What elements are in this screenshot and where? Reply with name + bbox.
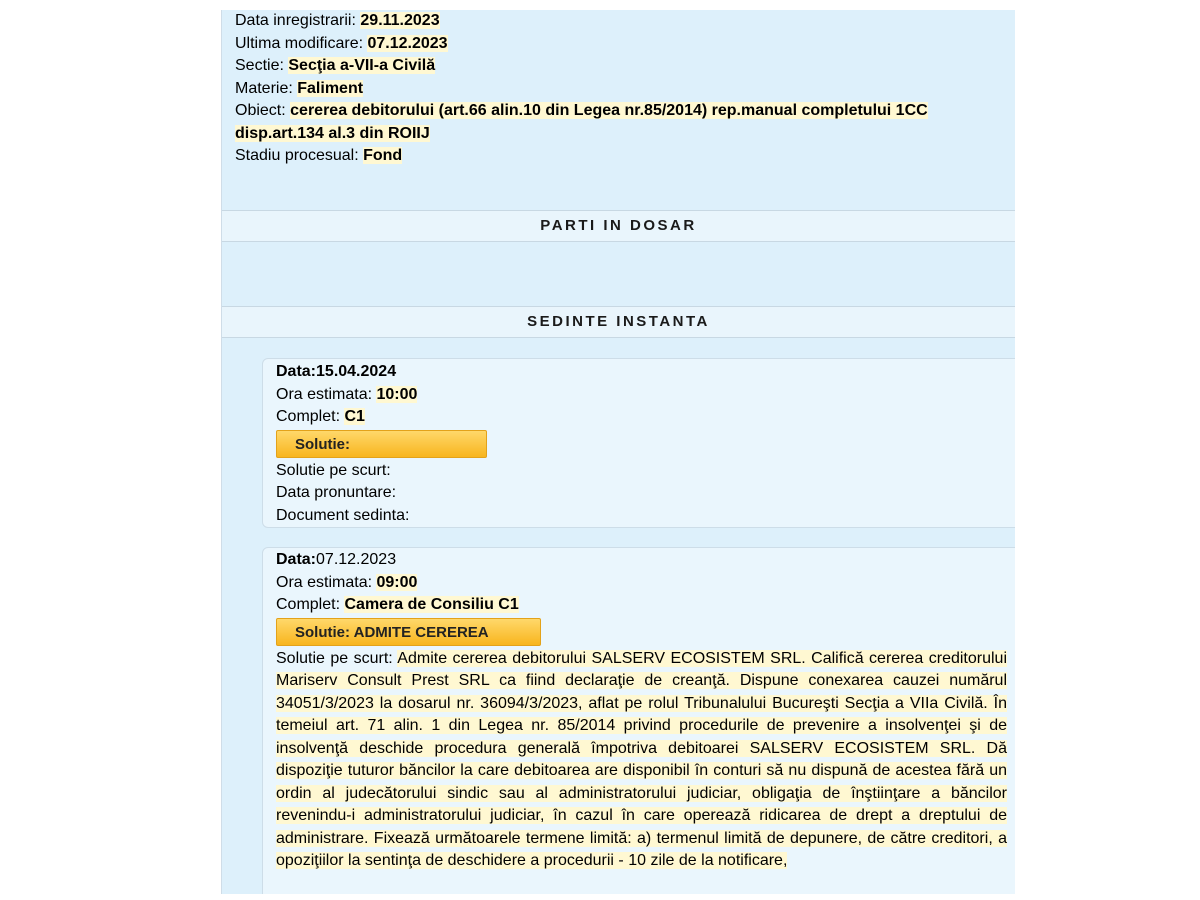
hearing-card bbox=[262, 358, 1015, 528]
hearing-panel-value: Camera de Consiliu C1 bbox=[344, 596, 519, 613]
section-value: Secţia a-VII-a Civilă bbox=[288, 57, 436, 74]
short-solution-label: Solutie pe scurt: bbox=[276, 461, 391, 479]
matter-value: Faliment bbox=[297, 79, 364, 97]
hearing-date-row bbox=[276, 361, 1007, 384]
hearing-date-row bbox=[276, 549, 1007, 572]
stage-row bbox=[235, 145, 1015, 168]
stage-label: Stadiu procesual: bbox=[235, 147, 359, 164]
solution-button-row bbox=[276, 617, 1007, 648]
hearing-time-value: 09:00 bbox=[376, 573, 418, 591]
object-value-line1: cererea debitorului (art.66 alin.10 din Legea nr.85/2014) rep.manual completului 1CC bbox=[290, 102, 928, 119]
hearing-time-label: Ora estimata: bbox=[276, 573, 373, 591]
hearing-panel-label: Complet: bbox=[276, 408, 341, 425]
hearing-card-content bbox=[276, 548, 1007, 873]
hearing-panel-row bbox=[276, 594, 1007, 617]
section-row bbox=[235, 55, 1015, 78]
registration-date-value: 29.11.2023 bbox=[360, 12, 440, 29]
hearing-card-content bbox=[276, 359, 1007, 527]
hearing-time-row bbox=[276, 384, 1007, 407]
object-label: Obiect: bbox=[235, 102, 286, 119]
parties-section-header: PARTI IN DOSAR bbox=[222, 210, 1015, 242]
pronounce-date-row bbox=[276, 482, 1007, 505]
registration-date-label: Data inregistrarii: bbox=[235, 12, 356, 29]
solution-button-row bbox=[276, 429, 1007, 460]
registration-date-row bbox=[235, 10, 1015, 33]
short-solution-label: Solutie pe scurt: bbox=[276, 649, 393, 667]
short-solution-text: Admite cererea debitorului SALSERV ECOSISTEM SRL. Califică cererea creditorului Mariserv Consult Prest SRL ca fiind declaraţie de creanţă. Dispune conexarea cauzei numărul 34051/3/2023 la dosarul nr. 36094/3/2023, aflat pe rolul Tribunalului Bucureşti Secţia a VIIa Civilă. În temeiul art. 71 alin. 1 din Legea nr. 85/2014 privind procedurile de prevenire a insolvenţei şi de insolvenţă deschide procedura generală împotriva debitoarei SALSERV ECOSISTEM SRL. Dă dispoziţie tuturor băncilor la care debitoarea are disponibil în conturi să nu dispună de acestea fără un ordin al judecătorului sindic sau al administratorului judiciar, obligaţia de înştiinţare a băncilor revenindu-i administratorului judiciar, în cazul în care operează ridicarea de drept a dreptului de administrare. Fixează următoarele termene limită: a) termenul limită de depunere, de către creditori, a opoziţiilor la sentinţa de deschidere a procedurii - 10 zile de la notificare, bbox=[276, 649, 1008, 869]
short-solution-row bbox=[276, 648, 1007, 873]
object-value-line2: disp.art.134 al.3 din ROIIJ bbox=[235, 124, 430, 142]
matter-row bbox=[235, 78, 1015, 101]
hearing-date-value: 15.04.2024 bbox=[316, 363, 397, 380]
matter-label: Materie: bbox=[235, 79, 293, 97]
case-info bbox=[235, 10, 1015, 168]
solution-button[interactable]: Solutie: ADMITE CEREREA bbox=[276, 618, 541, 646]
hearing-card bbox=[262, 547, 1015, 894]
hearing-panel-label: Complet: bbox=[276, 596, 341, 613]
hearing-panel-value: C1 bbox=[344, 408, 365, 425]
document-label: Document sedinta: bbox=[276, 506, 410, 524]
short-solution-row bbox=[276, 460, 1007, 483]
hearing-time-row bbox=[276, 572, 1007, 595]
pronounce-date-label: Data pronuntare: bbox=[276, 484, 397, 501]
object-row bbox=[235, 100, 1015, 123]
hearing-date-label: Data: bbox=[276, 363, 317, 380]
hearing-date-value: 07.12.2023 bbox=[316, 551, 397, 568]
last-modified-label: Ultima modificare: bbox=[235, 34, 364, 52]
solution-button[interactable]: Solutie: bbox=[276, 430, 487, 458]
hearing-date-label: Data: bbox=[276, 551, 317, 568]
document-row bbox=[276, 505, 1007, 528]
section-label: Sectie: bbox=[235, 57, 284, 74]
case-details-panel bbox=[221, 10, 1015, 894]
last-modified-value: 07.12.2023 bbox=[367, 34, 448, 52]
last-modified-row bbox=[235, 33, 1015, 56]
object-row-continued bbox=[235, 123, 1015, 146]
hearing-panel-row bbox=[276, 406, 1007, 429]
hearing-time-label: Ora estimata: bbox=[276, 385, 373, 403]
hearings-section-header: SEDINTE INSTANTA bbox=[222, 306, 1015, 338]
stage-value: Fond bbox=[363, 147, 403, 164]
hearing-time-value: 10:00 bbox=[376, 385, 418, 403]
